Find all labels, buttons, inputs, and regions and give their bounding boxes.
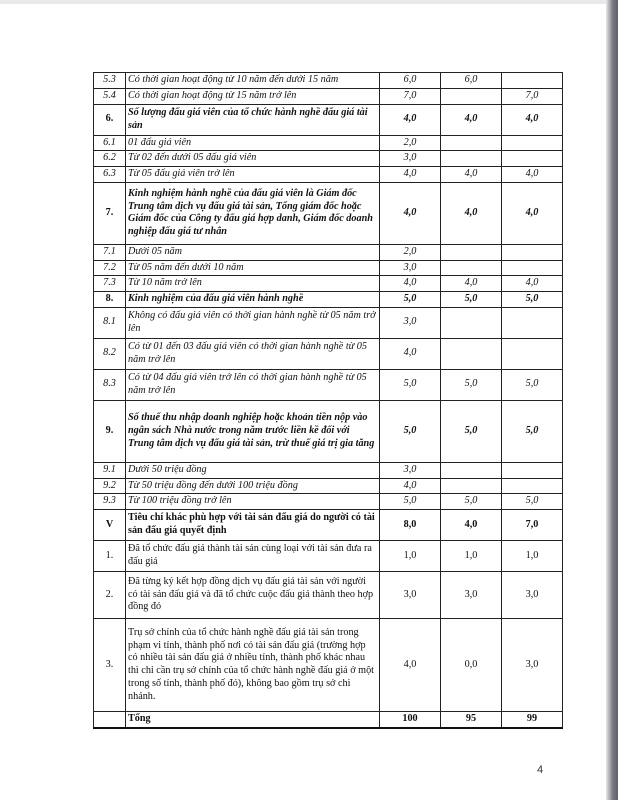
- criterion-label: Số lượng đấu giá viên của tổ chức hành nghề đấu giá tài sản: [126, 104, 380, 135]
- criterion-label: Đã tổ chức đấu giá thành tài sản cùng loại với tài sản đưa ra đấu giá: [126, 541, 380, 572]
- row-number: 9.1: [94, 462, 126, 478]
- score-a: [441, 151, 502, 167]
- row-number: 8.2: [94, 338, 126, 369]
- score-a: [441, 244, 502, 260]
- max-score: 4,0: [380, 167, 441, 183]
- criterion-label: Có từ 01 đến 03 đấu giá viên có thời gian hành nghề từ 05 năm trở lên: [126, 338, 380, 369]
- max-score: 6,0: [380, 73, 441, 89]
- max-score: 100: [380, 712, 441, 728]
- table-row: [94, 494, 563, 510]
- max-score: 3,0: [380, 572, 441, 619]
- table-row: [94, 541, 563, 572]
- max-score: 4,0: [380, 338, 441, 369]
- criterion-label: Có từ 04 đấu giá viên trở lên có thời gian hành nghề từ 05 năm trở lên: [126, 369, 380, 400]
- criterion-label: Đã từng ký kết hợp đồng dịch vụ đấu giá tài sản với người có tài sản đấu giá và đã tổ chức cuộc đấu giá thành theo hợp đồng đó: [126, 572, 380, 619]
- table-row: [94, 292, 563, 308]
- table-row: [94, 167, 563, 183]
- row-number: 7.2: [94, 260, 126, 276]
- table-row: [94, 135, 563, 151]
- score-a: 6,0: [441, 73, 502, 89]
- score-a: 5,0: [441, 369, 502, 400]
- criterion-label: Từ 05 năm đến dưới 10 năm: [126, 260, 380, 276]
- criteria-table-body: [94, 73, 563, 728]
- row-number: 7.3: [94, 276, 126, 292]
- score-b: [502, 307, 563, 338]
- criterion-label: 01 đấu giá viên: [126, 135, 380, 151]
- page-number: 4: [537, 764, 544, 776]
- row-number: 9.2: [94, 478, 126, 494]
- score-a: 4,0: [441, 510, 502, 541]
- row-number: 6.2: [94, 151, 126, 167]
- table-row: [94, 276, 563, 292]
- max-score: 4,0: [380, 276, 441, 292]
- scan-right-edge: [606, 0, 618, 800]
- row-number: 5.4: [94, 88, 126, 104]
- score-a: [441, 307, 502, 338]
- row-number: 5.3: [94, 73, 126, 89]
- criteria-table: [93, 72, 563, 729]
- max-score: 4,0: [380, 619, 441, 712]
- score-b: 7,0: [502, 88, 563, 104]
- row-number: 3.: [94, 619, 126, 712]
- row-number: 8.1: [94, 307, 126, 338]
- score-b: 99: [502, 712, 563, 728]
- row-number: 6.: [94, 104, 126, 135]
- scan-top-edge: [0, 0, 618, 4]
- max-score: 3,0: [380, 462, 441, 478]
- score-a: [441, 260, 502, 276]
- max-score: 2,0: [380, 135, 441, 151]
- score-a: 0,0: [441, 619, 502, 712]
- criterion-label: Tiêu chí khác phù hợp với tài sản đấu giá do người có tài sản đấu giá quyết định: [126, 510, 380, 541]
- table-row: [94, 260, 563, 276]
- score-a: 5,0: [441, 400, 502, 462]
- table-row: [94, 73, 563, 89]
- score-a: 5,0: [441, 494, 502, 510]
- row-number: 6.1: [94, 135, 126, 151]
- score-b: 3,0: [502, 572, 563, 619]
- max-score: 3,0: [380, 260, 441, 276]
- row-number: V: [94, 510, 126, 541]
- row-number: 9.3: [94, 494, 126, 510]
- score-a: [441, 338, 502, 369]
- table-row: [94, 572, 563, 619]
- criterion-label: Có thời gian hoạt động từ 15 năm trở lên: [126, 88, 380, 104]
- table-row: [94, 244, 563, 260]
- table-row: [94, 151, 563, 167]
- score-a: [441, 135, 502, 151]
- max-score: 1,0: [380, 541, 441, 572]
- criterion-label: Từ 02 đến dưới 05 đấu giá viên: [126, 151, 380, 167]
- score-b: 5,0: [502, 400, 563, 462]
- row-number: 8.: [94, 292, 126, 308]
- score-b: [502, 462, 563, 478]
- score-b: 3,0: [502, 619, 563, 712]
- score-b: 4,0: [502, 276, 563, 292]
- row-number: 2.: [94, 572, 126, 619]
- score-b: 4,0: [502, 167, 563, 183]
- score-b: [502, 244, 563, 260]
- row-number: 9.: [94, 400, 126, 462]
- criterion-label: Dưới 05 năm: [126, 244, 380, 260]
- score-b: [502, 260, 563, 276]
- score-b: 1,0: [502, 541, 563, 572]
- score-b: [502, 338, 563, 369]
- score-a: 1,0: [441, 541, 502, 572]
- score-a: 4,0: [441, 104, 502, 135]
- row-number: 7.1: [94, 244, 126, 260]
- score-a: 5,0: [441, 292, 502, 308]
- max-score: 5,0: [380, 494, 441, 510]
- row-number: 8.3: [94, 369, 126, 400]
- max-score: 4,0: [380, 104, 441, 135]
- score-a: 3,0: [441, 572, 502, 619]
- table-row: [94, 400, 563, 462]
- max-score: 7,0: [380, 88, 441, 104]
- table-row: [94, 88, 563, 104]
- score-b: 5,0: [502, 369, 563, 400]
- table-row: [94, 182, 563, 244]
- score-a: [441, 88, 502, 104]
- criterion-label: Không có đấu giá viên có thời gian hành nghề từ 05 năm trở lên: [126, 307, 380, 338]
- max-score: 3,0: [380, 307, 441, 338]
- row-number: 7.: [94, 182, 126, 244]
- score-a: 4,0: [441, 167, 502, 183]
- criterion-label: Trụ sở chính của tổ chức hành nghề đấu giá tài sản trong phạm vi tỉnh, thành phố nơi có tài sản đấu giá (trường hợp có nhiều tài sản đấu giá ở nhiều tỉnh, thành phố khác nhau thì chỉ cần trụ sở chính của tổ chức hành nghề đấu giá ở một trong số tỉnh, thành phố đó), không bao gồm trụ sở chi nhánh.: [126, 619, 380, 712]
- score-b: [502, 135, 563, 151]
- table-row: [94, 369, 563, 400]
- criterion-label: Số thuế thu nhập doanh nghiệp hoặc khoản tiền nộp vào ngân sách Nhà nước trong năm trước liền kề đối với Trung tâm dịch vụ đấu giá tài sản, trừ thuế giá trị gia tăng: [126, 400, 380, 462]
- score-b: [502, 478, 563, 494]
- table-row: [94, 462, 563, 478]
- max-score: 5,0: [380, 369, 441, 400]
- table-row: [94, 619, 563, 712]
- score-b: 4,0: [502, 182, 563, 244]
- criterion-label: Kinh nghiệm hành nghề của đấu giá viên là Giám đốc Trung tâm dịch vụ đấu giá tài sản, Tổng giám đốc hoặc Giám đốc của Công ty đấu giá hợp danh, Giám đốc doanh nghiệp đấu giá tư nhân: [126, 182, 380, 244]
- table-row: [94, 338, 563, 369]
- score-a: [441, 478, 502, 494]
- score-b: 5,0: [502, 494, 563, 510]
- max-score: 4,0: [380, 182, 441, 244]
- max-score: 5,0: [380, 292, 441, 308]
- criterion-label: Từ 100 triệu đồng trở lên: [126, 494, 380, 510]
- max-score: 3,0: [380, 151, 441, 167]
- score-b: [502, 73, 563, 89]
- max-score: 8,0: [380, 510, 441, 541]
- score-b: 5,0: [502, 292, 563, 308]
- score-a: 4,0: [441, 276, 502, 292]
- row-number: 1.: [94, 541, 126, 572]
- score-b: 7,0: [502, 510, 563, 541]
- max-score: 5,0: [380, 400, 441, 462]
- score-a: [441, 462, 502, 478]
- row-number: 6.3: [94, 167, 126, 183]
- score-a: 4,0: [441, 182, 502, 244]
- criterion-label: Dưới 50 triệu đồng: [126, 462, 380, 478]
- max-score: 2,0: [380, 244, 441, 260]
- criterion-label: Kinh nghiệm của đấu giá viên hành nghề: [126, 292, 380, 308]
- criterion-label: Có thời gian hoạt động từ 10 năm đến dưới 15 năm: [126, 73, 380, 89]
- table-row: [94, 712, 563, 728]
- row-number: [94, 712, 126, 728]
- table-row: [94, 104, 563, 135]
- criterion-label: Từ 50 triệu đồng đến dưới 100 triệu đồng: [126, 478, 380, 494]
- max-score: 4,0: [380, 478, 441, 494]
- criterion-label: Từ 05 đấu giá viên trở lên: [126, 167, 380, 183]
- score-b: 4,0: [502, 104, 563, 135]
- criterion-label: Từ 10 năm trở lên: [126, 276, 380, 292]
- score-b: [502, 151, 563, 167]
- table-row: [94, 307, 563, 338]
- criterion-label: Tổng: [126, 712, 380, 728]
- score-a: 95: [441, 712, 502, 728]
- table-row: [94, 478, 563, 494]
- table-row: [94, 510, 563, 541]
